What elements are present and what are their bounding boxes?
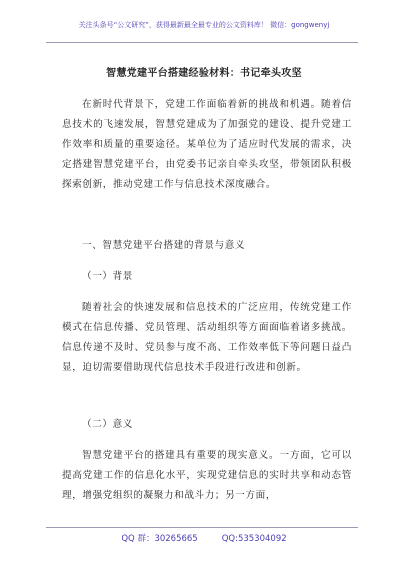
footer-contact xyxy=(0,532,408,544)
footer-divider xyxy=(46,527,358,528)
qq-group: QQ 群：30265665 xyxy=(121,534,198,544)
document-title: 智慧党建平台搭建经验材料：书记牵头攻坚 xyxy=(106,68,302,79)
header-divider xyxy=(46,42,358,43)
significance-paragraph: 智慧党建平台的搭建具有重要的现实意义。一方面，它可以提高党建工作的信息化水平，实现党建信息的实时共享和动态管理，增强党组织的凝聚力和战斗力；另一方面， xyxy=(62,450,352,501)
intro-paragraph: 在新时代背景下，党建工作面临着新的挑战和机遇。随着信息技术的飞速发展，智慧党建成为了加强党的建设、提升党建工作效率和质量的重要途径。某单位为了适应时代发展的需求，决定搭建智慧党建平台，由党委书记亲自牵头攻坚，带领团队积极探索创新，推动党建工作与信息技术深度融合。 xyxy=(62,99,352,190)
subsection-heading-background: （一）背景 xyxy=(82,271,133,282)
background-paragraph: 随着社会的快速发展和信息技术的广泛应用，传统党建工作模式在信息传播、党员管理、活动组织等方面面临着诸多挑战。信息传递不及时、党员参与度不高、工作效率低下等问题日益凸显，迫切需要借助现代信息技术手段进行改进和创新。 xyxy=(62,302,352,373)
section-heading: 一、智慧党建平台搭建的背景与意义 xyxy=(82,240,246,251)
header-banner: 关注头条号“公文研究”，获得最新最全最专业的公文资料库！ 微信：gongwenyj xyxy=(78,21,330,29)
subsection-heading-significance: （二）意义 xyxy=(82,419,133,430)
qq-number: QQ:535304092 xyxy=(221,534,287,544)
